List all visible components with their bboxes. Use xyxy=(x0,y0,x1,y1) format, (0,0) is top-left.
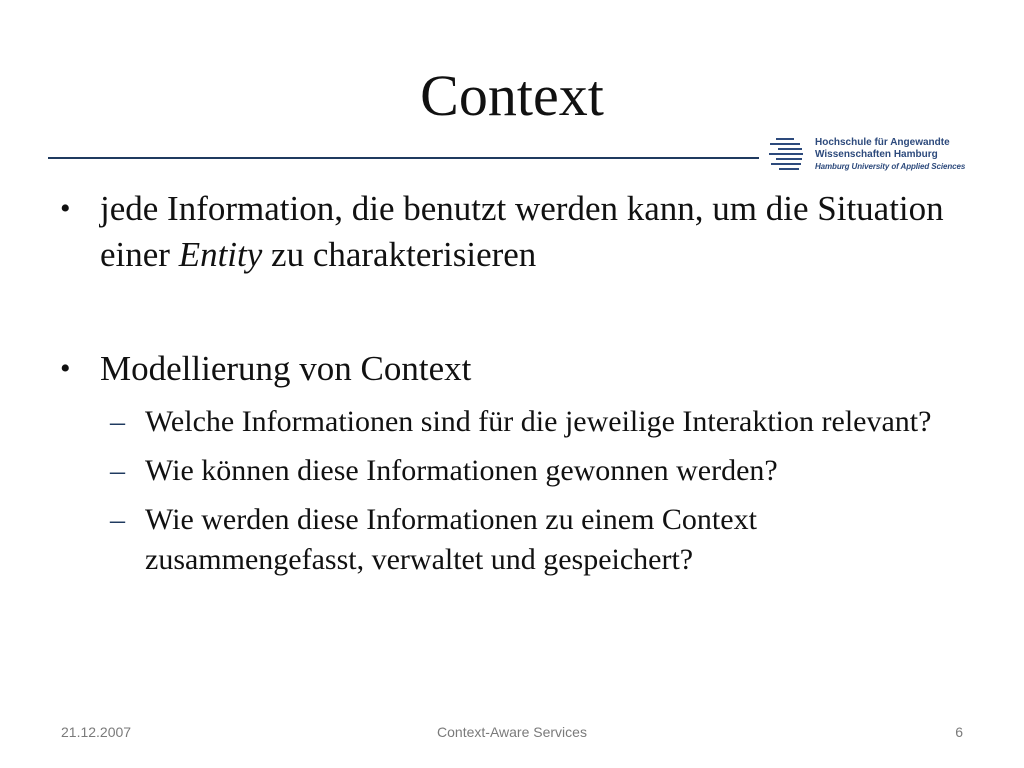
bullet-context-definition xyxy=(60,186,980,278)
bullet-mark: • xyxy=(60,192,71,225)
footer-date: 21.12.2007 xyxy=(61,724,132,740)
slide-title: Context xyxy=(420,63,604,128)
sub-bullet-text: Wie werden diese Informationen zu einem Context zusammengefasst, verwaltet und gespeichert? xyxy=(145,503,757,576)
bullet-italic-term: Entity xyxy=(178,235,263,274)
bullet-text-before: jede Information, die benutzt werden kann, um die Situation einer xyxy=(100,189,944,274)
sub-bullet-relevant-information xyxy=(60,402,980,442)
bullet-text-after: zu charakterisieren xyxy=(262,235,537,274)
sub-bullet-text: Welche Informationen sind für die jeweilige Interaktion relevant? xyxy=(145,405,932,438)
slide-content xyxy=(60,186,980,580)
sub-bullet-information-gathering xyxy=(60,451,980,491)
bullet-context-modeling xyxy=(60,346,980,392)
sub-bullet-context-management xyxy=(60,500,980,580)
footer-page-number: 6 xyxy=(955,724,963,740)
logo-line-1: Hochschule für Angewandte xyxy=(815,137,950,148)
logo-mark-icon xyxy=(768,137,806,173)
logo-line-3: Hamburg University of Applied Sciences xyxy=(815,162,966,171)
sub-bullet-text: Wie können diese Informationen gewonnen werden? xyxy=(145,454,778,487)
sub-bullet-mark: – xyxy=(110,503,125,536)
bullet-mark: • xyxy=(60,352,71,385)
logo-line-2: Wissenschaften Hamburg xyxy=(815,149,938,160)
logo-wordmark xyxy=(815,137,965,173)
title-rule xyxy=(48,157,759,159)
sub-bullet-mark: – xyxy=(110,454,125,487)
bullet-text: Modellierung von Context xyxy=(100,349,472,388)
sub-bullet-mark: – xyxy=(110,405,125,438)
university-logo xyxy=(768,135,978,175)
footer-presentation-title: Context-Aware Services xyxy=(437,724,587,740)
